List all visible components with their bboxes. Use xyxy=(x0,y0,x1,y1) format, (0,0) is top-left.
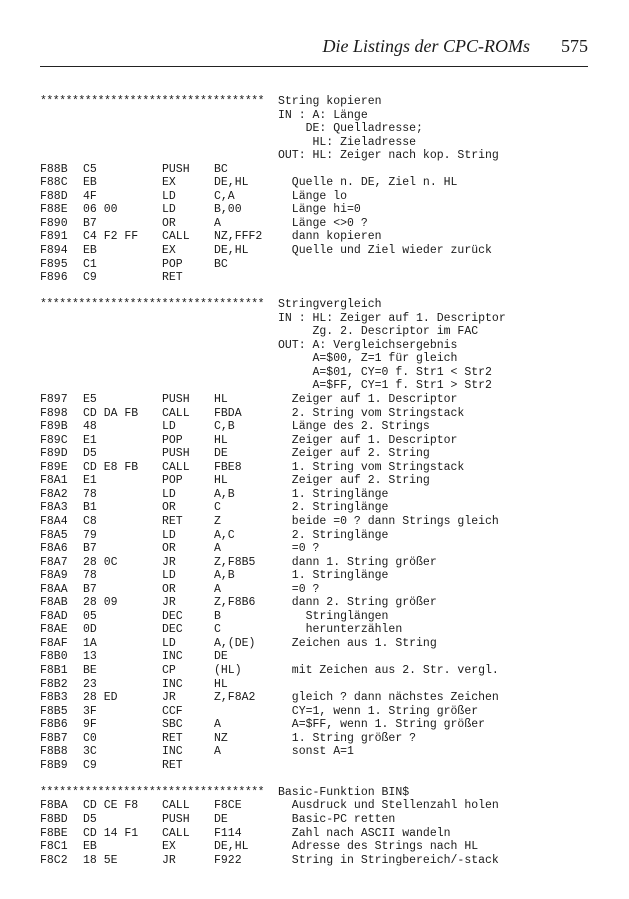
mnemonic: EX xyxy=(162,176,176,190)
address: F8B6 xyxy=(40,718,68,732)
opcode-bytes: B7 xyxy=(83,582,97,596)
opcode-bytes: 06 00 xyxy=(83,203,118,217)
listing-row xyxy=(40,799,600,813)
address: F891 xyxy=(40,230,68,244)
operand: A,B xyxy=(214,569,235,583)
opcode-bytes: B1 xyxy=(83,501,97,515)
listing-row xyxy=(40,217,600,231)
comment: Zeiger auf 2. String xyxy=(278,474,430,488)
comment: 1. String vom Stringstack xyxy=(278,460,465,474)
listing-row xyxy=(40,393,600,407)
address: F8AE xyxy=(40,623,68,637)
opcode-bytes: C9 xyxy=(83,758,97,772)
comment: 1. Stringlänge xyxy=(278,487,389,501)
address: F898 xyxy=(40,406,68,420)
assembly-listing xyxy=(40,95,600,867)
page-number: 575 xyxy=(561,36,588,56)
comment: OUT: HL: Zeiger nach kop. String xyxy=(278,149,499,163)
listing-row xyxy=(40,258,600,272)
comment: String in Stringbereich/-stack xyxy=(278,853,499,867)
opcode-bytes: D5 xyxy=(83,812,97,826)
comment: String kopieren xyxy=(278,95,382,108)
listing-row xyxy=(40,529,600,543)
opcode-bytes: 23 xyxy=(83,677,97,691)
mnemonic: RET xyxy=(162,271,183,285)
address: F8BE xyxy=(40,826,68,840)
opcode-bytes: 9F xyxy=(83,718,97,732)
opcode-bytes: C4 F2 FF xyxy=(83,230,139,244)
address: F8A5 xyxy=(40,528,68,542)
operand: DE xyxy=(214,447,228,461)
comment: OUT: A: Vergleichsergebnis xyxy=(278,338,458,352)
section-header-row xyxy=(40,95,600,109)
mnemonic: RET xyxy=(162,731,183,745)
address: F8B7 xyxy=(40,731,68,745)
opcode-bytes: C0 xyxy=(83,731,97,745)
listing-row xyxy=(40,136,600,150)
listing-row xyxy=(40,501,600,515)
comment: Stringvergleich xyxy=(278,298,382,312)
listing-row xyxy=(40,569,600,583)
listing-row xyxy=(40,813,600,827)
comment: A=$FF, CY=1 f. Str1 > Str2 xyxy=(278,379,492,393)
comment: sonst A=1 xyxy=(278,745,354,759)
comment: A=$01, CY=0 f. Str1 < Str2 xyxy=(278,365,492,379)
mnemonic: DEC xyxy=(162,609,183,623)
opcode-bytes: 28 ED xyxy=(83,691,118,705)
listing-row xyxy=(40,447,600,461)
listing-row xyxy=(40,149,600,163)
listing-row xyxy=(40,474,600,488)
comment: Länge des 2. Strings xyxy=(278,420,430,434)
running-title: Die Listings der CPC-ROMs xyxy=(322,36,530,56)
operand: F114 xyxy=(214,826,242,840)
operand: C,B xyxy=(214,420,235,434)
listing-row xyxy=(40,827,600,841)
mnemonic: DEC xyxy=(162,623,183,637)
address: F8AB xyxy=(40,596,68,610)
comment: CY=1, wenn 1. String größer xyxy=(278,704,479,718)
operand: HL xyxy=(214,393,228,407)
section-header-row xyxy=(40,786,600,800)
comment: dann 2. String größer xyxy=(278,596,437,610)
comment: beide =0 ? dann Strings gleich xyxy=(278,514,499,528)
opcode-bytes: 28 0C xyxy=(83,555,118,569)
listing-row xyxy=(40,352,600,366)
address: F8BD xyxy=(40,812,68,826)
comment: A=$00, Z=1 für gleich xyxy=(278,352,458,366)
address: F8B9 xyxy=(40,758,68,772)
mnemonic: RET xyxy=(162,758,183,772)
operand: DE,HL xyxy=(214,840,249,854)
opcode-bytes: 3F xyxy=(83,704,97,718)
comment: Zeiger auf 1. Descriptor xyxy=(278,433,458,447)
operand: DE,HL xyxy=(214,244,249,258)
listing-row xyxy=(40,461,600,475)
operand: DE xyxy=(214,650,228,664)
listing-row xyxy=(40,678,600,692)
mnemonic: CP xyxy=(162,663,176,677)
listing-row xyxy=(40,637,600,651)
address: F8C2 xyxy=(40,853,68,867)
mnemonic: OR xyxy=(162,582,176,596)
mnemonic: PUSH xyxy=(162,447,190,461)
listing-row xyxy=(40,203,600,217)
listing-row xyxy=(40,515,600,529)
listing-row xyxy=(40,339,600,353)
operand: BC xyxy=(214,162,228,176)
listing-row xyxy=(40,772,600,786)
mnemonic: LD xyxy=(162,528,176,542)
listing-row xyxy=(40,109,600,123)
operand: A,(DE) xyxy=(214,636,256,650)
listing-row xyxy=(40,434,600,448)
address: F89C xyxy=(40,433,68,447)
mnemonic: INC xyxy=(162,677,183,691)
listing-row xyxy=(40,285,600,299)
opcode-bytes: 05 xyxy=(83,609,97,623)
listing-row xyxy=(40,840,600,854)
opcode-bytes: 48 xyxy=(83,420,97,434)
address: F8AA xyxy=(40,582,68,596)
mnemonic: POP xyxy=(162,257,183,271)
address: F896 xyxy=(40,271,68,285)
listing-row xyxy=(40,366,600,380)
listing-row xyxy=(40,312,600,326)
mnemonic: EX xyxy=(162,840,176,854)
operand: HL xyxy=(214,474,228,488)
listing-row xyxy=(40,122,600,136)
address: F8A1 xyxy=(40,474,68,488)
address: F89E xyxy=(40,460,68,474)
listing-row xyxy=(40,596,600,610)
operand: FBE8 xyxy=(214,460,242,474)
mnemonic: CCF xyxy=(162,704,183,718)
mnemonic: PUSH xyxy=(162,393,190,407)
comment: Länge <>0 ? xyxy=(278,216,368,230)
address: F8B0 xyxy=(40,650,68,664)
operand: NZ xyxy=(214,731,228,745)
operand: C,A xyxy=(214,189,235,203)
listing-row xyxy=(40,407,600,421)
opcode-bytes: 1A xyxy=(83,636,97,650)
operand: C xyxy=(214,623,221,637)
separator-stars: *********************************** xyxy=(40,95,265,108)
comment: gleich ? dann nächstes Zeichen xyxy=(278,691,499,705)
opcode-bytes: C9 xyxy=(83,271,97,285)
address: F894 xyxy=(40,244,68,258)
comment: herunterzählen xyxy=(278,623,403,637)
comment: IN : A: Länge xyxy=(278,108,368,122)
comment: A=$FF, wenn 1. String größer xyxy=(278,718,486,732)
comment: =0 ? xyxy=(278,542,320,556)
comment: Länge hi=0 xyxy=(278,203,361,217)
opcode-bytes: 3C xyxy=(83,745,97,759)
listing-row xyxy=(40,610,600,624)
opcode-bytes: EB xyxy=(83,244,97,258)
listing-row xyxy=(40,556,600,570)
opcode-bytes: E1 xyxy=(83,474,97,488)
operand: DE xyxy=(214,812,228,826)
mnemonic: LD xyxy=(162,569,176,583)
mnemonic: PUSH xyxy=(162,162,190,176)
comment: 1. String größer ? xyxy=(278,731,417,745)
operand: A,B xyxy=(214,487,235,501)
address: F8A4 xyxy=(40,514,68,528)
operand: B xyxy=(214,609,221,623)
listing-row xyxy=(40,691,600,705)
separator-stars: *********************************** xyxy=(40,298,265,312)
opcode-bytes: C1 xyxy=(83,257,97,271)
comment: Länge lo xyxy=(278,189,348,203)
listing-row xyxy=(40,488,600,502)
comment: 2. Stringlänge xyxy=(278,528,389,542)
operand: F922 xyxy=(214,853,242,867)
listing-row xyxy=(40,271,600,285)
comment: Zg. 2. Descriptor im FAC xyxy=(278,325,479,339)
operand: B,00 xyxy=(214,203,242,217)
mnemonic: CALL xyxy=(162,826,190,840)
opcode-bytes: D5 xyxy=(83,447,97,461)
opcode-bytes: EB xyxy=(83,176,97,190)
comment: Adresse des Strings nach HL xyxy=(278,840,479,854)
operand: HL xyxy=(214,433,228,447)
mnemonic: RET xyxy=(162,514,183,528)
address: F8A9 xyxy=(40,569,68,583)
mnemonic: PUSH xyxy=(162,812,190,826)
mnemonic: JR xyxy=(162,596,176,610)
comment: IN : HL: Zeiger auf 1. Descriptor xyxy=(278,311,506,325)
opcode-bytes: 0D xyxy=(83,623,97,637)
opcode-bytes: C5 xyxy=(83,162,97,176)
listing-row xyxy=(40,759,600,773)
mnemonic: POP xyxy=(162,474,183,488)
comment: =0 ? xyxy=(278,582,320,596)
operand: Z,F8B5 xyxy=(214,555,256,569)
operand: A xyxy=(214,216,221,230)
address: F8B2 xyxy=(40,677,68,691)
opcode-bytes: 79 xyxy=(83,528,97,542)
operand: HL xyxy=(214,677,228,691)
address: F8C1 xyxy=(40,840,68,854)
operand: F8CE xyxy=(214,799,242,813)
opcode-bytes: 78 xyxy=(83,487,97,501)
mnemonic: LD xyxy=(162,203,176,217)
mnemonic: SBC xyxy=(162,718,183,732)
page-header xyxy=(40,36,588,62)
opcode-bytes: 28 09 xyxy=(83,596,118,610)
comment: Zahl nach ASCII wandeln xyxy=(278,826,451,840)
mnemonic: CALL xyxy=(162,799,190,813)
address: F8B3 xyxy=(40,691,68,705)
mnemonic: INC xyxy=(162,650,183,664)
comment: 2. String vom Stringstack xyxy=(278,406,465,420)
comment: HL: Zieladresse xyxy=(278,135,417,149)
comment: Ausdruck und Stellenzahl holen xyxy=(278,799,499,813)
opcode-bytes: 18 5E xyxy=(83,853,118,867)
address: F8A7 xyxy=(40,555,68,569)
opcode-bytes: CD DA FB xyxy=(83,406,139,420)
listing-row xyxy=(40,705,600,719)
listing-row xyxy=(40,244,600,258)
opcode-bytes: 78 xyxy=(83,569,97,583)
operand: NZ,FFF2 xyxy=(214,230,263,244)
address: F8A6 xyxy=(40,542,68,556)
comment: dann kopieren xyxy=(278,230,382,244)
comment: Zeiger auf 2. String xyxy=(278,447,430,461)
operand: A xyxy=(214,542,221,556)
operand: (HL) xyxy=(214,663,242,677)
address: F8A2 xyxy=(40,487,68,501)
opcode-bytes: B7 xyxy=(83,542,97,556)
comment: mit Zeichen aus 2. Str. vergl. xyxy=(278,663,499,677)
opcode-bytes: C8 xyxy=(83,514,97,528)
opcode-bytes: CD CE F8 xyxy=(83,799,139,813)
operand: A xyxy=(214,745,221,759)
listing-row xyxy=(40,190,600,204)
address: F8BA xyxy=(40,799,68,813)
mnemonic: LD xyxy=(162,636,176,650)
opcode-bytes: B7 xyxy=(83,216,97,230)
mnemonic: OR xyxy=(162,501,176,515)
mnemonic: LD xyxy=(162,189,176,203)
operand: Z xyxy=(214,514,221,528)
listing-row xyxy=(40,745,600,759)
operand: Z,F8B6 xyxy=(214,596,256,610)
operand: FBDA xyxy=(214,406,242,420)
mnemonic: CALL xyxy=(162,406,190,420)
opcode-bytes: EB xyxy=(83,840,97,854)
mnemonic: CALL xyxy=(162,230,190,244)
comment: 2. Stringlänge xyxy=(278,501,389,515)
comment: 1. Stringlänge xyxy=(278,569,389,583)
listing-row xyxy=(40,379,600,393)
comment: Basic-PC retten xyxy=(278,812,396,826)
address: F8A3 xyxy=(40,501,68,515)
listing-row xyxy=(40,623,600,637)
listing-row xyxy=(40,650,600,664)
header-rule xyxy=(40,66,588,67)
address: F89B xyxy=(40,420,68,434)
mnemonic: CALL xyxy=(162,460,190,474)
operand: A,C xyxy=(214,528,235,542)
listing-row xyxy=(40,664,600,678)
address: F88E xyxy=(40,203,68,217)
address: F88C xyxy=(40,176,68,190)
mnemonic: EX xyxy=(162,244,176,258)
operand: A xyxy=(214,582,221,596)
listing-row xyxy=(40,163,600,177)
mnemonic: LD xyxy=(162,420,176,434)
address: F89D xyxy=(40,447,68,461)
comment: Quelle n. DE, Ziel n. HL xyxy=(278,176,458,190)
operand: Z,F8A2 xyxy=(214,691,256,705)
opcode-bytes: CD 14 F1 xyxy=(83,826,139,840)
operand: DE,HL xyxy=(214,176,249,190)
comment: Stringlängen xyxy=(278,609,389,623)
comment: Quelle und Ziel wieder zurück xyxy=(278,244,492,258)
mnemonic: JR xyxy=(162,555,176,569)
opcode-bytes: E5 xyxy=(83,393,97,407)
mnemonic: OR xyxy=(162,216,176,230)
address: F890 xyxy=(40,216,68,230)
listing-row xyxy=(40,420,600,434)
operand: C xyxy=(214,501,221,515)
listing-row xyxy=(40,583,600,597)
operand: A xyxy=(214,718,221,732)
address: F895 xyxy=(40,257,68,271)
listing-row xyxy=(40,176,600,190)
opcode-bytes: BE xyxy=(83,663,97,677)
address: F8AD xyxy=(40,609,68,623)
address: F8B5 xyxy=(40,704,68,718)
mnemonic: INC xyxy=(162,745,183,759)
address: F88D xyxy=(40,189,68,203)
address: F897 xyxy=(40,393,68,407)
opcode-bytes: 4F xyxy=(83,189,97,203)
comment: Basic-Funktion BIN$ xyxy=(278,785,410,799)
mnemonic: JR xyxy=(162,691,176,705)
listing-row xyxy=(40,854,600,868)
mnemonic: LD xyxy=(162,487,176,501)
section-header-row xyxy=(40,298,600,312)
operand: BC xyxy=(214,257,228,271)
separator-stars: *********************************** xyxy=(40,785,265,799)
listing-row xyxy=(40,542,600,556)
comment: Zeichen aus 1. String xyxy=(278,636,437,650)
mnemonic: POP xyxy=(162,433,183,447)
address: F8AF xyxy=(40,636,68,650)
listing-row xyxy=(40,325,600,339)
opcode-bytes: 13 xyxy=(83,650,97,664)
address: F88B xyxy=(40,162,68,176)
mnemonic: OR xyxy=(162,542,176,556)
listing-row xyxy=(40,718,600,732)
address: F8B8 xyxy=(40,745,68,759)
comment: dann 1. String größer xyxy=(278,555,437,569)
address: F8B1 xyxy=(40,663,68,677)
listing-row xyxy=(40,732,600,746)
listing-row xyxy=(40,230,600,244)
comment: Zeiger auf 1. Descriptor xyxy=(278,393,458,407)
mnemonic: JR xyxy=(162,853,176,867)
comment: DE: Quelladresse; xyxy=(278,122,423,136)
opcode-bytes: E1 xyxy=(83,433,97,447)
opcode-bytes: CD E8 FB xyxy=(83,460,139,474)
